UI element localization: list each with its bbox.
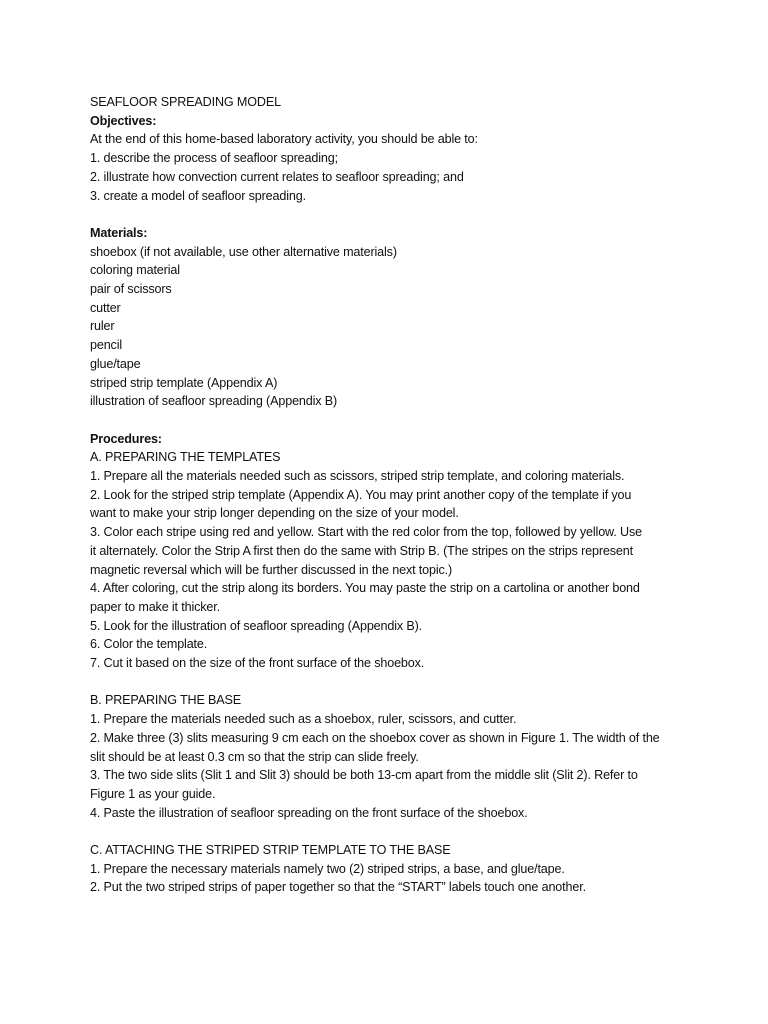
material-item: cutter	[90, 300, 121, 315]
material-item: pair of scissors	[90, 282, 172, 297]
section-c-line: 1. Prepare the necessary materials namely two (2) striped strips, a base, and glue/tape.	[90, 861, 565, 876]
document-page	[90, 93, 690, 897]
section-c-heading: C. ATTACHING THE STRIPED STRIP TEMPLATE TO THE BASE	[90, 843, 451, 858]
section-a-line: 6. Color the template.	[90, 637, 208, 652]
material-item: illustration of seafloor spreading (Appendix B)	[90, 394, 338, 409]
material-item: coloring material	[90, 263, 180, 278]
spacer	[90, 822, 690, 841]
objective-item: 2. illustrate how convection current relates to seafloor spreading; and	[90, 169, 464, 184]
section-a-line: paper to make it thicker.	[90, 599, 220, 614]
section-b-line: 2. Make three (3) slits measuring 9 cm each on the shoebox cover as shown in Figure 1. The width of the	[90, 730, 660, 745]
section-a-line: 4. After coloring, cut the strip along its borders. You may paste the strip on a cartolina or another bond	[90, 581, 640, 596]
section-a-line: want to make your strip longer depending on the size of your model.	[90, 506, 459, 521]
section-a-line: 5. Look for the illustration of seafloor spreading (Appendix B).	[90, 618, 423, 633]
procedures-heading: Procedures:	[90, 431, 162, 446]
spacer	[90, 673, 690, 692]
section-a-heading: A. PREPARING THE TEMPLATES	[90, 450, 281, 465]
objectives-heading: Objectives:	[90, 113, 157, 128]
section-a-line: magnetic reversal which will be further discussed in the next topic.)	[90, 562, 453, 577]
section-b-line: 4. Paste the illustration of seafloor spreading on the front surface of the shoebox.	[90, 805, 528, 820]
section-b-line: Figure 1 as your guide.	[90, 786, 216, 801]
section-b-line: 3. The two side slits (Slit 1 and Slit 3) should be both 13-cm apart from the middle slit (Slit 2). Refer to	[90, 768, 638, 783]
spacer	[90, 205, 690, 224]
section-a-line: it alternately. Color the Strip A first then do the same with Strip B. (The stripes on the strips represent	[90, 543, 633, 558]
objectives-intro: At the end of this home-based laboratory activity, you should be able to:	[90, 132, 478, 147]
section-a-line: 7. Cut it based on the size of the front surface of the shoebox.	[90, 656, 425, 671]
objective-item: 1. describe the process of seafloor spreading;	[90, 151, 338, 166]
objective-item: 3. create a model of seafloor spreading.	[90, 188, 306, 203]
section-b-line: 1. Prepare the materials needed such as a shoebox, ruler, scissors, and cutter.	[90, 712, 517, 727]
document-title: SEAFLOOR SPREADING MODEL	[90, 95, 281, 109]
section-a-line: 2. Look for the striped strip template (Appendix A). You may print another copy of the template if you	[90, 487, 632, 502]
material-item: shoebox (if not available, use other alternative materials)	[90, 244, 397, 259]
section-c-line: 2. Put the two striped strips of paper together so that the “START” labels touch one another.	[90, 880, 586, 895]
section-a-line: 1. Prepare all the materials needed such as scissors, striped strip template, and coloring materials.	[90, 469, 625, 484]
section-b-heading: B. PREPARING THE BASE	[90, 693, 242, 708]
section-a-line: 3. Color each stripe using red and yellow. Start with the red color from the top, followed by yellow. Use	[90, 525, 642, 540]
spacer	[90, 411, 690, 430]
materials-heading: Materials:	[90, 225, 148, 240]
section-b-line: slit should be at least 0.3 cm so that the strip can slide freely.	[90, 749, 419, 764]
material-item: pencil	[90, 338, 123, 353]
material-item: ruler	[90, 319, 115, 334]
material-item: glue/tape	[90, 356, 141, 371]
material-item: striped strip template (Appendix A)	[90, 375, 278, 390]
